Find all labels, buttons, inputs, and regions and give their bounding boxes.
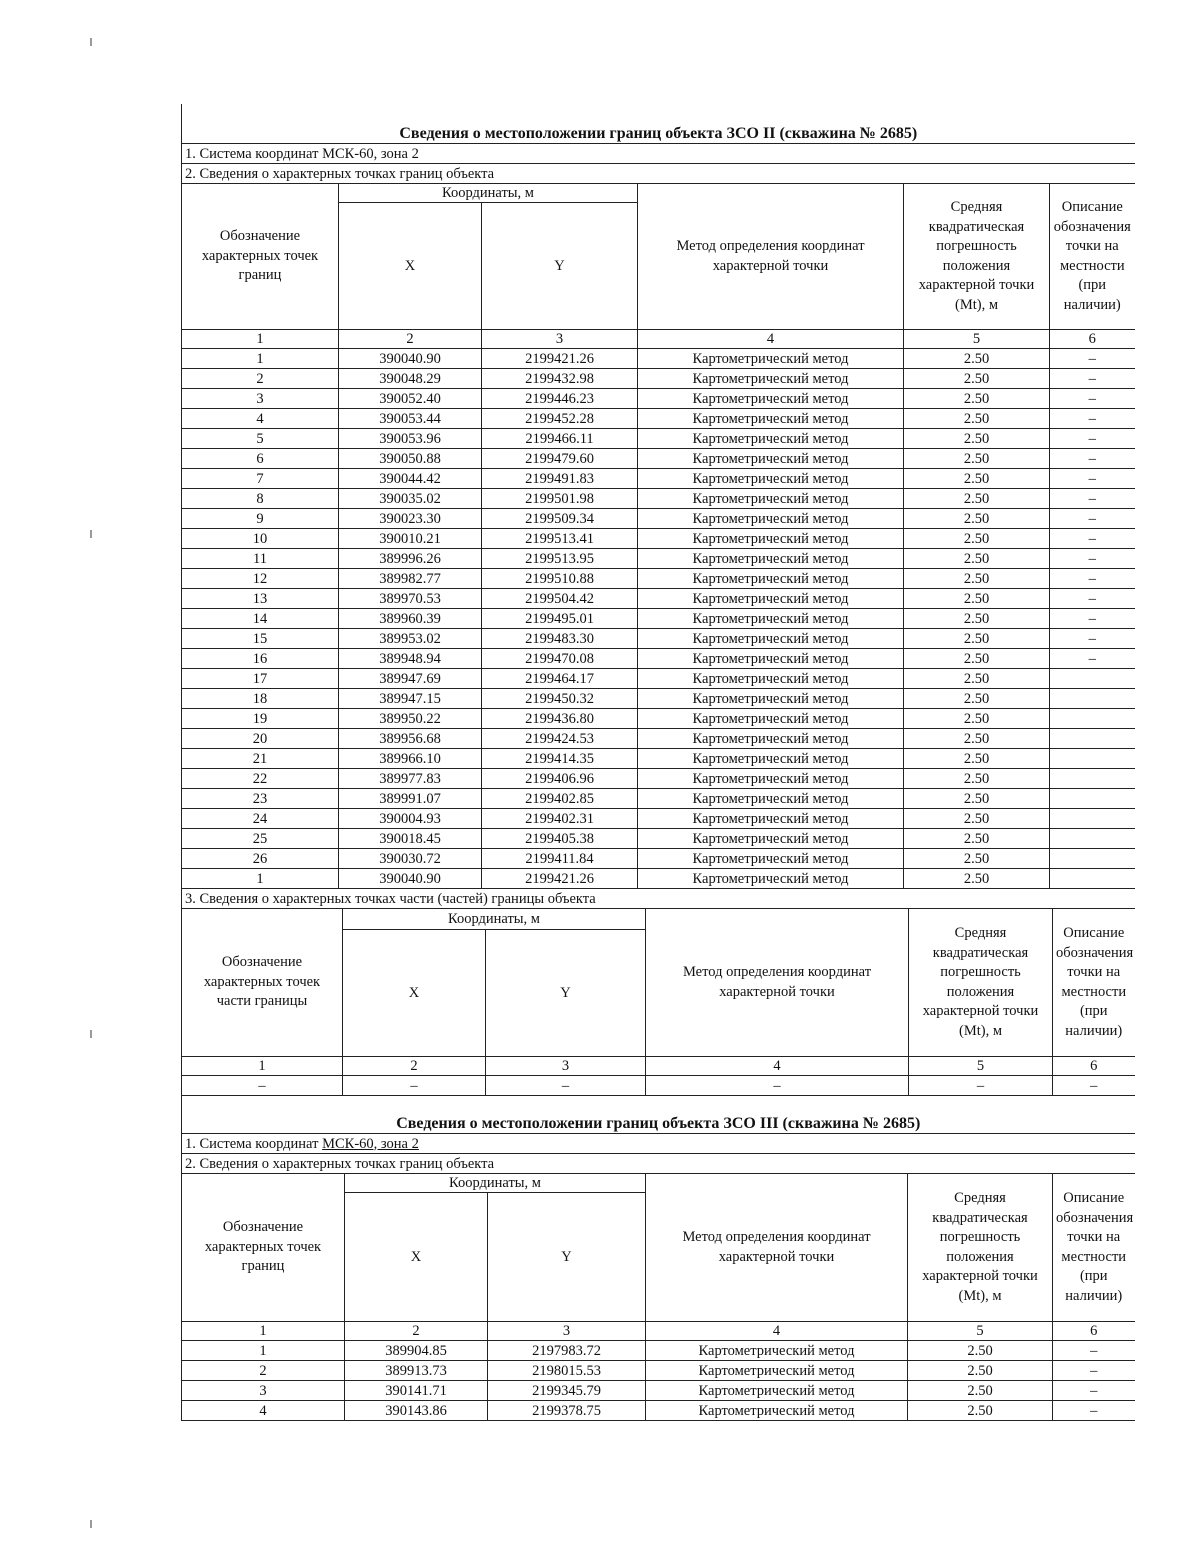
scan-artifact [90,1520,92,1528]
document [181,104,1134,1421]
table-row [182,369,1135,389]
point-id-cell: 3 [182,389,339,409]
error-cell: 2.50 [904,749,1050,769]
y-coord-cell: 2199501.98 [482,489,638,509]
x-coord-cell: 389970.53 [339,589,482,609]
column-numbers-row [182,1057,1135,1076]
table-row [182,409,1135,429]
y-coord-cell: 2199405.38 [482,829,638,849]
point-id-cell: 25 [182,829,339,849]
table-row [182,389,1135,409]
method-cell: Картометрический метод [638,809,904,829]
table-row [182,569,1135,589]
desc-cell: – [1050,369,1135,389]
header-method: Метод определения координат характерной точки [638,184,904,330]
zso-iii-rows [182,1341,1135,1421]
method-cell: Картометрический метод [638,749,904,769]
error-cell: – [909,1076,1053,1096]
part-points-subtitle: 3. Сведения о характерных точках части (частей) границы объекта [182,889,1135,909]
desc-cell: – [1053,1341,1135,1361]
desc-cell: – [1050,429,1135,449]
y-coord-cell: 2199421.26 [482,349,638,369]
method-cell: Картометрический метод [638,369,904,389]
y-coord-cell: 2199495.01 [482,609,638,629]
scan-artifact [90,1030,92,1038]
table-row [182,629,1135,649]
error-cell: 2.50 [904,609,1050,629]
col-number: 1 [182,330,339,349]
table-row [182,749,1135,769]
scan-artifact [90,38,92,46]
point-id-cell: 12 [182,569,339,589]
zso-ii-part-rows [182,1076,1135,1096]
desc-cell [1050,709,1135,729]
col-number: 1 [182,1057,343,1076]
y-coord-cell: 2199466.11 [482,429,638,449]
table-row [182,689,1135,709]
method-cell: Картометрический метод [638,569,904,589]
y-coord-cell: 2199406.96 [482,769,638,789]
x-coord-cell: 389913.73 [345,1361,488,1381]
point-id-cell: 1 [182,349,339,369]
header-x: X [345,1193,488,1322]
y-coord-cell: 2199450.32 [482,689,638,709]
y-coord-cell: 2197983.72 [488,1341,646,1361]
header-method: Метод определения координат характерной точки [646,1174,908,1322]
point-id-cell: 4 [182,1401,345,1421]
coord-system-line: 1. Система координат МСК-60, зона 2 [182,144,1135,164]
error-cell: 2.50 [904,809,1050,829]
desc-cell: – [1050,489,1135,509]
desc-cell: – [1050,349,1135,369]
header-point: Обозначение характерных точек части границы [182,909,343,1057]
error-cell: 2.50 [904,729,1050,749]
desc-cell: – [1053,1381,1135,1401]
y-coord-cell: 2199402.85 [482,789,638,809]
method-cell: Картометрический метод [646,1361,908,1381]
header-y: Y [486,930,646,1057]
table-row [182,349,1135,369]
x-coord-cell: 390044.42 [339,469,482,489]
table-row [182,589,1135,609]
method-cell: Картометрический метод [638,409,904,429]
method-cell: Картометрический метод [638,549,904,569]
header-x: X [339,203,482,330]
error-cell: 2.50 [904,829,1050,849]
col-number: 6 [1053,1322,1135,1341]
error-cell: 2.50 [904,549,1050,569]
error-cell: 2.50 [904,629,1050,649]
desc-cell: – [1050,509,1135,529]
desc-cell: – [1050,549,1135,569]
scan-artifact [90,530,92,538]
point-id-cell: 9 [182,509,339,529]
desc-cell: – [1050,449,1135,469]
table-row [182,609,1135,629]
desc-cell: – [1050,609,1135,629]
y-coord-cell: 2198015.53 [488,1361,646,1381]
col-number: 6 [1050,330,1135,349]
y-coord-cell: 2199421.26 [482,869,638,889]
y-coord-cell: 2199446.23 [482,389,638,409]
point-id-cell: 21 [182,749,339,769]
x-coord-cell: 390053.96 [339,429,482,449]
col-number: 3 [482,330,638,349]
desc-cell [1050,849,1135,869]
point-id-cell: 7 [182,469,339,489]
section-title: Сведения о местоположении границ объекта ЗСО II (скважина № 2685) [182,104,1135,144]
header-error: Средняя квадратическая погрешность положения характерной точки (Mt), м [904,184,1050,330]
x-coord-cell: 390040.90 [339,869,482,889]
table-row [182,669,1135,689]
table-row [182,529,1135,549]
column-numbers-row [182,330,1135,349]
y-coord-cell: 2199513.95 [482,549,638,569]
header-method: Метод определения координат характерной точки [646,909,909,1057]
error-cell: 2.50 [904,489,1050,509]
y-coord-cell: 2199464.17 [482,669,638,689]
x-coord-cell: 390053.44 [339,409,482,429]
desc-cell [1050,769,1135,789]
header-coords: Координаты, м [345,1174,646,1193]
method-cell: Картометрический метод [638,609,904,629]
point-id-cell: 20 [182,729,339,749]
points-subtitle: 2. Сведения о характерных точках границ объекта [182,1154,1135,1174]
y-coord-cell: 2199452.28 [482,409,638,429]
header-coords: Координаты, м [343,909,646,930]
table-row [182,729,1135,749]
desc-cell: – [1053,1361,1135,1381]
x-coord-cell: 389956.68 [339,729,482,749]
desc-cell: – [1050,529,1135,549]
method-cell: Картометрический метод [638,769,904,789]
table-row [182,1076,1135,1096]
desc-cell [1050,869,1135,889]
method-cell: Картометрический метод [638,869,904,889]
desc-cell [1050,669,1135,689]
method-cell: Картометрический метод [638,509,904,529]
col-number: 5 [904,330,1050,349]
point-id-cell: 8 [182,489,339,509]
error-cell: 2.50 [908,1361,1053,1381]
point-id-cell: 19 [182,709,339,729]
method-cell: Картометрический метод [638,649,904,669]
table-row [182,849,1135,869]
col-number: 5 [909,1057,1053,1076]
method-cell: Картометрический метод [638,469,904,489]
error-cell: 2.50 [904,669,1050,689]
y-coord-cell: 2199424.53 [482,729,638,749]
table-row [182,509,1135,529]
table-row [182,1381,1135,1401]
header-desc: Описание обозначения точки на местности (при наличии) [1053,1174,1135,1322]
error-cell: 2.50 [908,1401,1053,1421]
point-id-cell: 18 [182,689,339,709]
error-cell: 2.50 [904,569,1050,589]
y-coord-cell: 2199402.31 [482,809,638,829]
table-row [182,1401,1135,1421]
point-id-cell: – [182,1076,343,1096]
error-cell: 2.50 [904,469,1050,489]
y-coord-cell: 2199411.84 [482,849,638,869]
header-desc: Описание обозначения точки на местности (при наличии) [1050,184,1135,330]
header-point: Обозначение характерных точек границ [182,1174,345,1322]
x-coord-cell: 390052.40 [339,389,482,409]
table-row [182,1361,1135,1381]
error-cell: 2.50 [904,849,1050,869]
point-id-cell: 5 [182,429,339,449]
col-number: 2 [345,1322,488,1341]
x-coord-cell: 389904.85 [345,1341,488,1361]
error-cell: 2.50 [904,389,1050,409]
error-cell: 2.50 [904,709,1050,729]
y-coord-cell: 2199470.08 [482,649,638,669]
x-coord-cell: 389950.22 [339,709,482,729]
column-numbers-row [182,1322,1135,1341]
col-number: 4 [646,1322,908,1341]
y-coord-cell: 2199345.79 [488,1381,646,1401]
x-coord-cell: 389948.94 [339,649,482,669]
point-id-cell: 3 [182,1381,345,1401]
desc-cell [1050,789,1135,809]
table-row [182,469,1135,489]
desc-cell [1050,749,1135,769]
y-coord-cell: 2199378.75 [488,1401,646,1421]
header-y: Y [488,1193,646,1322]
error-cell: 2.50 [904,349,1050,369]
method-cell: Картометрический метод [638,629,904,649]
col-number: 2 [339,330,482,349]
error-cell: 2.50 [904,649,1050,669]
desc-cell: – [1053,1076,1135,1096]
y-coord-cell: 2199513.41 [482,529,638,549]
method-cell: Картометрический метод [638,389,904,409]
error-cell: 2.50 [904,449,1050,469]
error-cell: 2.50 [904,769,1050,789]
x-coord-cell: 389996.26 [339,549,482,569]
y-coord-cell: 2199436.80 [482,709,638,729]
x-coord-cell: 390048.29 [339,369,482,389]
col-number: 6 [1053,1057,1135,1076]
table-row [182,789,1135,809]
point-id-cell: 2 [182,1361,345,1381]
header-point: Обозначение характерных точек границ [182,184,339,330]
error-cell: 2.50 [904,429,1050,449]
method-cell: Картометрический метод [638,789,904,809]
point-id-cell: 6 [182,449,339,469]
desc-cell [1050,729,1135,749]
col-number: 3 [486,1057,646,1076]
zso-ii-boundary-table [181,104,1135,889]
header-y: Y [482,203,638,330]
error-cell: 2.50 [908,1381,1053,1401]
desc-cell: – [1050,569,1135,589]
header-x: X [343,930,486,1057]
x-coord-cell: 390143.86 [345,1401,488,1421]
header-error: Средняя квадратическая погрешность положения характерной точки (Mt), м [909,909,1053,1057]
table-row [182,1341,1135,1361]
col-number: 2 [343,1057,486,1076]
x-coord-cell: 389966.10 [339,749,482,769]
y-coord-cell: 2199504.42 [482,589,638,609]
coord-system-value: МСК-60, зона 2 [322,1135,419,1152]
y-coord-cell: 2199479.60 [482,449,638,469]
desc-cell [1050,809,1135,829]
coord-system-line [182,1134,1135,1154]
desc-cell: – [1050,469,1135,489]
x-coord-cell: 390141.71 [345,1381,488,1401]
point-id-cell: 1 [182,1341,345,1361]
x-coord-cell: 389947.15 [339,689,482,709]
x-coord-cell: 389953.02 [339,629,482,649]
point-id-cell: 23 [182,789,339,809]
col-number: 1 [182,1322,345,1341]
point-id-cell: 14 [182,609,339,629]
error-cell: 2.50 [904,509,1050,529]
point-id-cell: 4 [182,409,339,429]
table-row [182,769,1135,789]
y-coord-cell: 2199483.30 [482,629,638,649]
x-coord-cell: 389991.07 [339,789,482,809]
error-cell: 2.50 [904,589,1050,609]
col-number: 4 [638,330,904,349]
zso-iii-boundary-table [181,1096,1135,1421]
table-row [182,549,1135,569]
points-subtitle: 2. Сведения о характерных точках границ объекта [182,164,1135,184]
error-cell: 2.50 [908,1341,1053,1361]
method-cell: Картометрический метод [638,709,904,729]
desc-cell: – [1050,629,1135,649]
x-coord-cell: 390010.21 [339,529,482,549]
zso-ii-rows [182,349,1135,889]
y-coord-cell: – [486,1076,646,1096]
method-cell: Картометрический метод [646,1381,908,1401]
x-coord-cell: 390040.90 [339,349,482,369]
method-cell: Картометрический метод [646,1341,908,1361]
table-row [182,649,1135,669]
method-cell: Картометрический метод [638,529,904,549]
method-cell: Картометрический метод [638,729,904,749]
y-coord-cell: 2199432.98 [482,369,638,389]
x-coord-cell: 389947.69 [339,669,482,689]
y-coord-cell: 2199414.35 [482,749,638,769]
desc-cell: – [1050,409,1135,429]
x-coord-cell: 389960.39 [339,609,482,629]
method-cell: Картометрический метод [638,489,904,509]
method-cell: Картометрический метод [638,589,904,609]
point-id-cell: 16 [182,649,339,669]
method-cell: Картометрический метод [638,849,904,869]
header-desc: Описание обозначения точки на местности (при наличии) [1053,909,1135,1057]
table-row [182,449,1135,469]
x-coord-cell: 389977.83 [339,769,482,789]
method-cell: Картометрический метод [638,349,904,369]
point-id-cell: 2 [182,369,339,389]
table-row [182,489,1135,509]
x-coord-cell: 390004.93 [339,809,482,829]
method-cell: Картометрический метод [638,449,904,469]
col-number: 3 [488,1322,646,1341]
error-cell: 2.50 [904,689,1050,709]
method-cell: – [646,1076,909,1096]
method-cell: Картометрический метод [638,429,904,449]
point-id-cell: 26 [182,849,339,869]
method-cell: Картометрический метод [638,829,904,849]
x-coord-cell: – [343,1076,486,1096]
x-coord-cell: 390035.02 [339,489,482,509]
desc-cell: – [1053,1401,1135,1421]
point-id-cell: 17 [182,669,339,689]
point-id-cell: 13 [182,589,339,609]
error-cell: 2.50 [904,529,1050,549]
header-coords: Координаты, м [339,184,638,203]
table-row [182,829,1135,849]
point-id-cell: 15 [182,629,339,649]
x-coord-cell: 390050.88 [339,449,482,469]
point-id-cell: 10 [182,529,339,549]
table-row [182,429,1135,449]
desc-cell: – [1050,389,1135,409]
desc-cell: – [1050,649,1135,669]
table-row [182,869,1135,889]
error-cell: 2.50 [904,369,1050,389]
col-number: 4 [646,1057,909,1076]
col-number: 5 [908,1322,1053,1341]
method-cell: Картометрический метод [646,1401,908,1421]
zso-ii-part-table [181,889,1135,1096]
x-coord-cell: 390023.30 [339,509,482,529]
header-error: Средняя квадратическая погрешность положения характерной точки (Mt), м [908,1174,1053,1322]
error-cell: 2.50 [904,869,1050,889]
coord-system-prefix: 1. Система координат [185,1135,323,1152]
point-id-cell: 1 [182,869,339,889]
point-id-cell: 11 [182,549,339,569]
x-coord-cell: 389982.77 [339,569,482,589]
table-row [182,809,1135,829]
error-cell: 2.50 [904,789,1050,809]
desc-cell [1050,689,1135,709]
section-title: Сведения о местоположении границ объекта ЗСО III (скважина № 2685) [182,1096,1135,1134]
desc-cell: – [1050,589,1135,609]
method-cell: Картометрический метод [638,669,904,689]
y-coord-cell: 2199509.34 [482,509,638,529]
desc-cell [1050,829,1135,849]
y-coord-cell: 2199510.88 [482,569,638,589]
point-id-cell: 24 [182,809,339,829]
point-id-cell: 22 [182,769,339,789]
x-coord-cell: 390018.45 [339,829,482,849]
table-row [182,709,1135,729]
x-coord-cell: 390030.72 [339,849,482,869]
error-cell: 2.50 [904,409,1050,429]
y-coord-cell: 2199491.83 [482,469,638,489]
method-cell: Картометрический метод [638,689,904,709]
